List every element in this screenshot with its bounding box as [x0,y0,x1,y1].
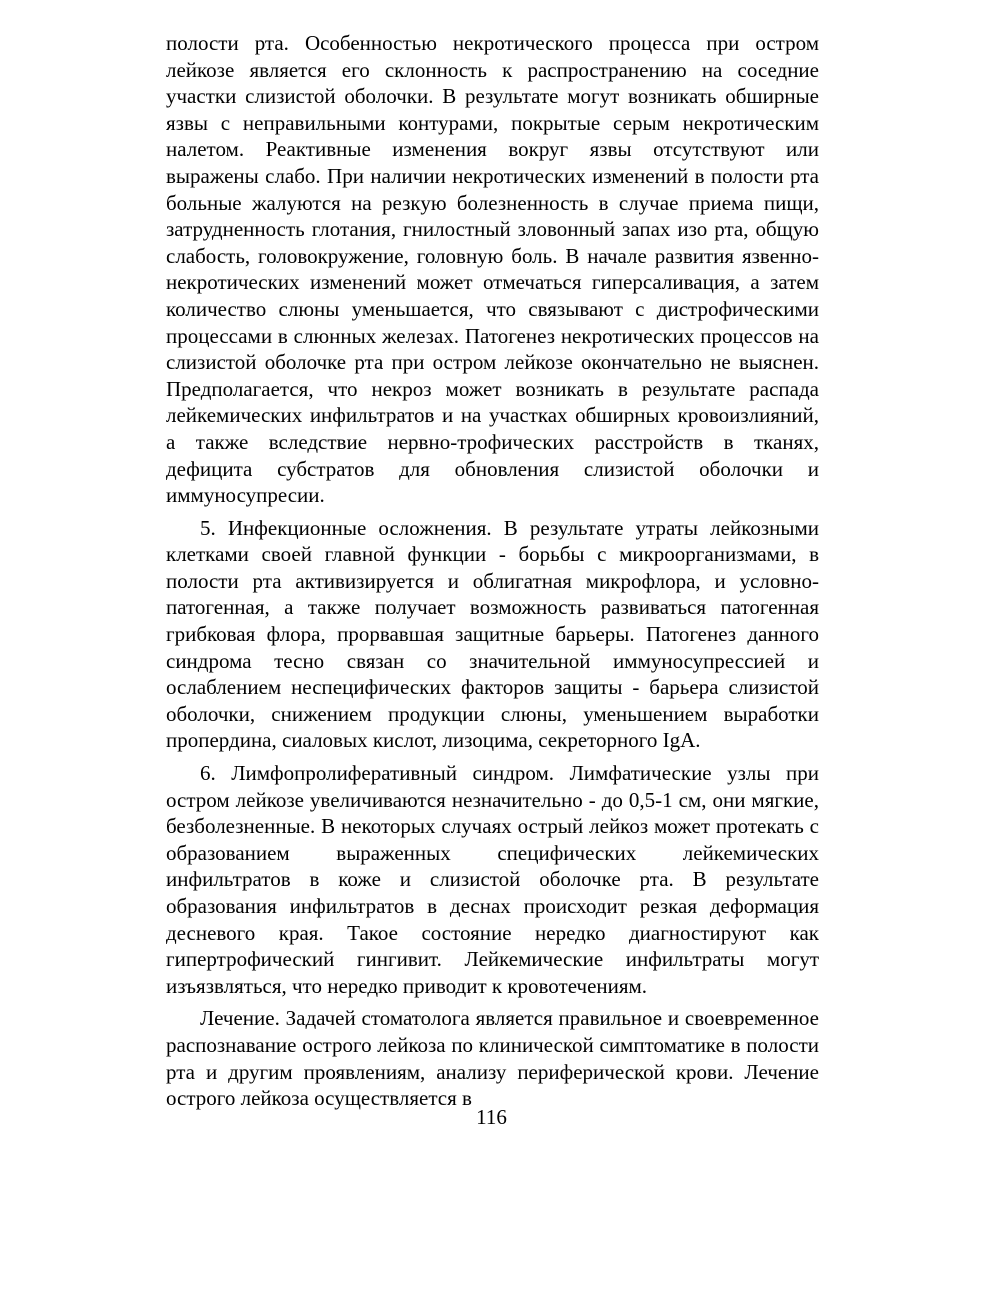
paragraph-treatment: Лечение. Задачей стоматолога является правильное и своевременное распознавание острого лейкоза по клинической симптоматике в полости рта и другим проявлениям, анализу периферической крови. Лечение острого лейкоза осуществляется в [166,1006,819,1111]
page-body [166,30,819,1112]
page-number: 116 [476,1105,507,1129]
paragraph-lymphoproliferative-syndrome: 6. Лимфопролиферативный синдром. Лимфатические узлы при остром лейкозе увеличиваются незначительно - до 0,5-1 см, они мягкие, безболезненные. В некоторых случаях острый лейкоз может протекать с образованием выраженных специфических лейкемических инфильтратов в коже и слизистой оболочке рта. В результате образования инфильтратов в деснах происходит резкая деформация десневого края. Такое состояние нередко диагностируют как гипертрофический гингивит. Лейкемические инфильтраты могут изъязвляться, что нередко приводит к кровотечениям. [166,761,819,998]
paragraph-infectious-complications: 5. Инфекционные осложнения. В результате утраты лейкозными клетками своей главной функции - борьбы с микроорганизмами, в полости рта активизируется и облигатная микрофлора, и условно-патогенная, а также получает возможность развиваться патогенная грибковая флора, прорвавшая защитные барьеры. Патогенез данного синдрома тесно связан со значительной иммуносупрессией и ослаблением неспецифических факторов защиты - барьера слизистой оболочки, снижением продукции слюны, уменьшением выработки пропердина, сиаловых кислот, лизоцима, секреторного IgA. [166,515,819,753]
paragraph-necrosis: полости рта. Особенностью некротического процесса при остром лейкозе является его склонность к распространению на соседние участки слизистой оболочки. В результате могут возникать обширные язвы с неправильными контурами, покрытые серым некротическим налетом. Реактивные изменения вокруг язвы отсутствуют или выражены слабо. При наличии некротических изменений в полости рта больные жалуются на резкую болезненность в случае приема пищи, затрудненность глотания, гнилостный зловонный запах изо рта, общую слабость, головокружение, головную боль. В начале развития язвенно-некротических изменений может отмечаться гиперсаливация, а затем количество слюны уменьшается, что связывают с дистрофическими процессами в слюнных железах. Патогенез некротических процессов на слизистой оболочке рта при остром лейкозе окончательно не выяснен. Предполагается, что некроз может возникать в результате распада лейкемических инфильтратов и на участках обширных кровоизлияний, а также вследствие нервно-трофических расстройств в тканях, дефицита субстратов для обновления слизистой оболочки и иммуносупресии. [166,31,819,508]
